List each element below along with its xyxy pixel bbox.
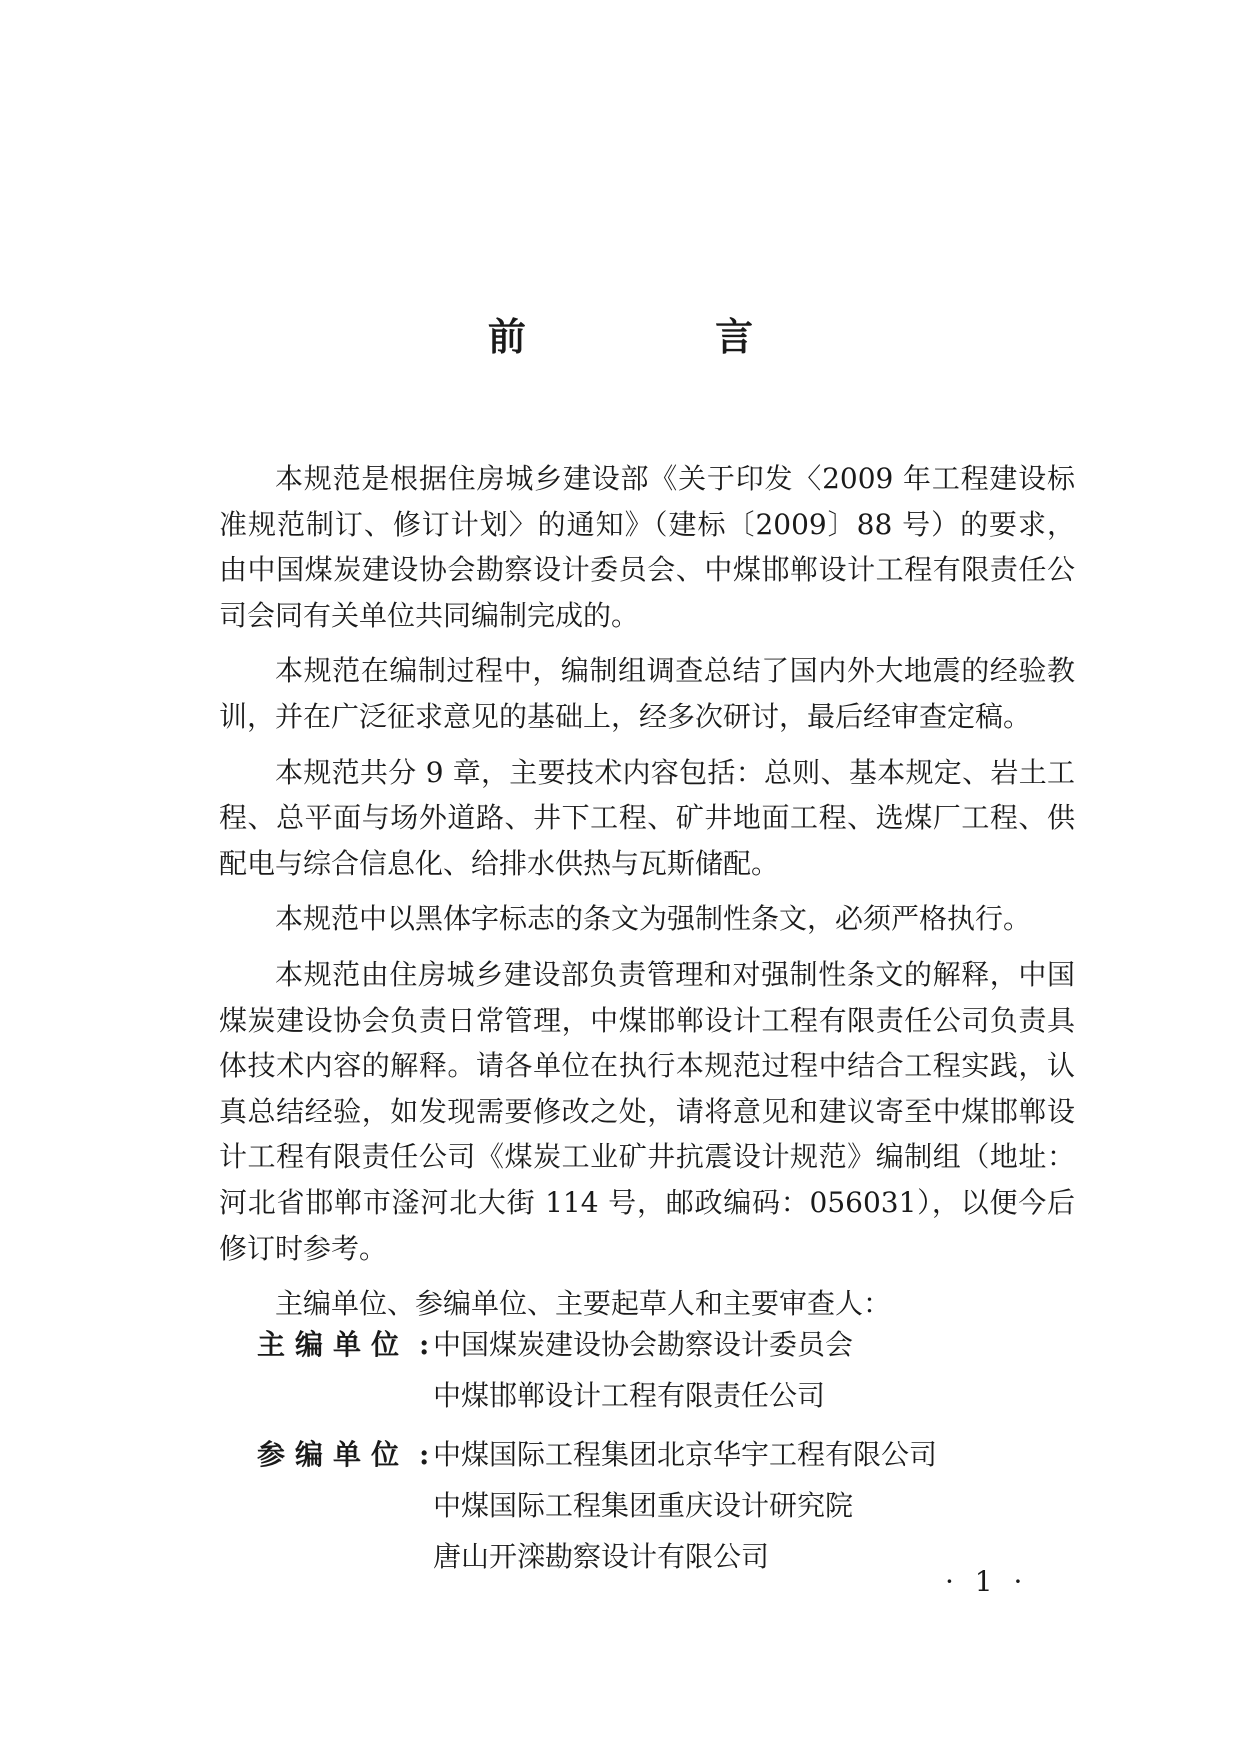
chief-unit-colon: : bbox=[419, 1328, 430, 1361]
units-list bbox=[257, 1319, 937, 1590]
chief-unit-names bbox=[433, 1319, 853, 1421]
chief-unit-name: 中国煤炭建设协会勘察设计委员会 bbox=[433, 1328, 854, 1361]
paragraph-basis: 本规范是根据住房城乡建设部《关于印发〈2009 年工程建设标准规范制订、修订计划〉的通知》（建标〔2009〕88 号）的要求，由中国煤炭建设协会勘察设计委员会、中煤邯郸设计工程有限责任公司会同有关单位共同编制完成的。 bbox=[219, 462, 1075, 632]
chief-unit-name: 中煤邯郸设计工程有限责任公司 bbox=[433, 1379, 826, 1412]
participating-unit-name: 中煤国际工程集团重庆设计研究院 bbox=[433, 1489, 854, 1522]
page-title: 前 言 bbox=[487, 315, 842, 359]
participating-unit-label: 参编单位 bbox=[257, 1438, 410, 1471]
paragraph-management: 本规范由住房城乡建设部负责管理和对强制性条文的解释，中国煤炭建设协会负责日常管理，中煤邯郸设计工程有限责任公司负责具体技术内容的解释。请各单位在执行本规范过程中结合工程实践，认真总结经验，如发现需要修改之处，请将意见和建议寄至中煤邯郸设计工程有限责任公司《煤炭工业矿井抗震设计规范》编制组（地址：河北省邯郸市滏河北大街 114 号，邮政编码：056031），以便今后修订时参考。 bbox=[219, 957, 1075, 1265]
preface-body bbox=[219, 456, 1075, 1327]
page-number: · 1 · bbox=[945, 1565, 1029, 1598]
participating-unit-colon: : bbox=[419, 1438, 430, 1471]
paragraph-process: 本规范在编制过程中，编制组调查总结了国内外大地震的经验教训，并在广泛征求意见的基础上，经多次研讨，最后经审查定稿。 bbox=[219, 654, 1075, 733]
participating-unit-name: 中煤国际工程集团北京华宇工程有限公司 bbox=[433, 1438, 938, 1471]
chief-unit-row bbox=[257, 1319, 937, 1421]
paragraph-mandatory: 本规范中以黑体字标志的条文为强制性条文，必须严格执行。 bbox=[275, 902, 1032, 936]
paragraph-units-intro: 主编单位、参编单位、主要起草人和主要审查人： bbox=[275, 1287, 892, 1321]
paragraph-contents: 本规范共分 9 章，主要技术内容包括：总则、基本规定、岩土工程、总平面与场外道路、井下工程、矿井地面工程、选煤厂工程、供配电与综合信息化、给排水供热与瓦斯储配。 bbox=[219, 755, 1075, 880]
participating-unit-row bbox=[257, 1429, 937, 1582]
participating-unit-name: 唐山开滦勘察设计有限公司 bbox=[433, 1540, 770, 1573]
participating-unit-names bbox=[433, 1429, 937, 1582]
chief-unit-label: 主编单位 bbox=[257, 1328, 410, 1361]
